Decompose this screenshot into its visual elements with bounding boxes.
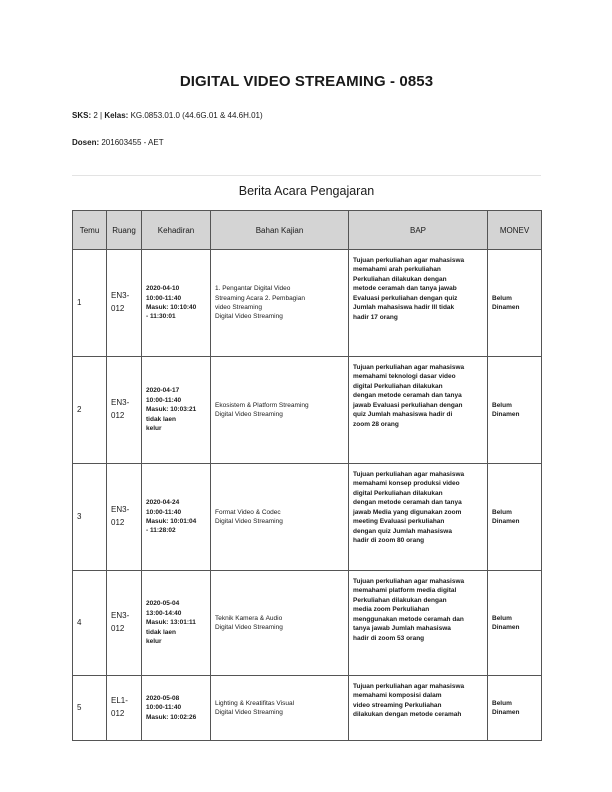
cell-monev-line: Dinamen: [492, 411, 520, 418]
cell-bahan-kajian-line: Digital Video Streaming: [215, 411, 283, 418]
cell-bahan-kajian-line: Digital Video Streaming: [215, 709, 283, 716]
cell-ruang-line: 012: [111, 624, 125, 633]
cell-bahan-kajian-line: Lighting & Kreatifitas Visual: [215, 699, 295, 707]
cell-bap-line: Tujuan perkuliahan agar mahasiswa: [353, 578, 465, 585]
cell-monev-line: Dinamen: [492, 624, 520, 631]
cell-kehadiran-line: 10:00-11:40: [146, 704, 182, 712]
cell-bap-line: dengan metode ceramah dan tanya: [353, 392, 462, 400]
cell-bap-line: Tujuan perkuliahan agar mahasiswa: [353, 683, 465, 690]
cell-bap-line: Perkuliahan dilakukan dengan: [353, 275, 447, 283]
cell-bap: [349, 357, 488, 464]
course-title: DIGITAL VIDEO STREAMING - 0853: [179, 73, 434, 90]
cell-bahan-kajian-line: 1. Pengantar Digital Video: [215, 285, 291, 293]
cell-bap-line: Perkuliahan dilakukan dengan: [353, 596, 447, 604]
sks-label: SKS:: [72, 111, 92, 120]
cell-bap-line: memahami konsep produksi video: [353, 480, 460, 488]
cell-bap-line: menggunakan metode ceramah dan: [353, 615, 464, 623]
cell-bahan-kajian-line: Streaming Acara 2. Pembagian: [215, 294, 305, 302]
cell-bahan-kajian: [211, 571, 349, 676]
cell-monev-line: Dinamen: [492, 518, 520, 525]
cell-kehadiran-line: Masuk: 10:01:04: [146, 518, 197, 525]
cell-bap-line: memahami platform media digital: [353, 587, 457, 595]
cell-ruang-line: EN3-: [111, 611, 130, 621]
header-kehadiran: Kehadiran: [142, 211, 211, 250]
cell-monev-line: Belum: [492, 614, 512, 622]
cell-kehadiran-line: tidak laen: [146, 415, 176, 423]
cell-bap-line: quiz Jumlah mahasiswa hadir di: [353, 411, 453, 419]
cell-monev: [488, 464, 542, 571]
course-info-line: [72, 111, 263, 120]
cell-bap-line: dengan quiz Jumlah mahasiswa: [353, 527, 452, 535]
dosen-value: 201603455 - AET: [99, 138, 164, 147]
cell-temu: [73, 250, 107, 357]
cell-temu-line: 3: [77, 512, 82, 522]
cell-bap-line: zoom 28 orang: [353, 420, 399, 428]
cell-bahan-kajian: [211, 464, 349, 571]
cell-monev-line: Belum: [492, 699, 512, 707]
cell-bahan-kajian: [211, 357, 349, 464]
cell-kehadiran-line: 10:00-11:40: [146, 294, 182, 302]
cell-bap-line: Tujuan perkuliahan agar mahasiswa: [353, 471, 465, 478]
cell-bap-line: dengan metode ceramah dan tanya: [353, 499, 462, 507]
cell-temu-line: 5: [77, 703, 82, 713]
cell-bap-line: memahami arah perkuliahan: [353, 266, 441, 274]
lecturer-line: [72, 138, 164, 147]
cell-ruang-line: 012: [111, 709, 125, 718]
cell-bap-line: Tujuan perkuliahan agar mahasiswa: [353, 364, 465, 371]
cell-monev-line: Belum: [492, 508, 512, 516]
cell-kehadiran-line: 2020-04-10: [146, 285, 180, 293]
cell-bap-line: metode ceramah dan tanya jawab: [353, 285, 457, 293]
cell-bap-line: Evaluasi perkuliahan dengan quiz: [353, 294, 458, 302]
header-bahan-kajian: Bahan Kajian: [211, 211, 349, 250]
cell-bahan-kajian-line: Format Video & Codec: [215, 508, 281, 516]
cell-temu-line: 4: [77, 618, 82, 628]
table-row: [73, 676, 542, 741]
cell-kehadiran-line: Masuk: 10:02:26: [146, 713, 197, 721]
cell-bahan-kajian-line: video Streaming: [215, 304, 262, 311]
cell-ruang-line: EN3-: [111, 398, 130, 408]
cell-temu: [73, 571, 107, 676]
cell-ruang-line: EN3-: [111, 291, 130, 301]
cell-monev-line: Dinamen: [492, 709, 520, 716]
cell-temu: [73, 464, 107, 571]
cell-ruang: [107, 676, 142, 741]
cell-temu-line: 2: [77, 405, 82, 415]
cell-monev-line: Belum: [492, 294, 512, 302]
cell-kehadiran-line: 10:00-11:40: [146, 508, 182, 516]
cell-bap-line: hadir di zoom 53 orang: [353, 634, 425, 642]
cell-kehadiran-line: 13:00-14:40: [146, 609, 182, 617]
cell-monev: [488, 571, 542, 676]
cell-bap-line: video streaming Perkuliahan: [353, 701, 442, 709]
table-row: [73, 250, 542, 357]
cell-kehadiran-line: 2020-05-08: [146, 694, 180, 702]
cell-monev-line: Belum: [492, 401, 512, 409]
cell-kehadiran-line: Masuk: 13:01:11: [146, 619, 196, 627]
cell-ruang-line: EL1-: [111, 696, 128, 706]
cell-bap-line: memahami komposisi dalam: [353, 692, 442, 700]
cell-kehadiran-line: - 11:28:02: [146, 527, 176, 535]
cell-bahan-kajian-line: Digital Video Streaming: [215, 313, 283, 321]
cell-kehadiran-line: - 11:30:01: [146, 313, 176, 321]
cell-kehadiran: [142, 571, 211, 676]
kelas-value: KG.0853.01.0 (44.6G.01 & 44.6H.01): [128, 111, 263, 120]
cell-bahan-kajian: [211, 676, 349, 741]
cell-bap-line: memahami teknologi dasar video: [353, 373, 456, 381]
header-monev: MONEV: [488, 211, 542, 250]
cell-bap: [349, 571, 488, 676]
cell-kehadiran-line: Masuk: 10:10:40: [146, 304, 197, 311]
cell-bap: [349, 676, 488, 741]
sks-value: 2 |: [91, 111, 105, 120]
cell-kehadiran-line: kelur: [146, 638, 162, 646]
table-row: [73, 357, 542, 464]
cell-bap-line: Tujuan perkuliahan agar mahasiswa: [353, 257, 465, 264]
cell-bahan-kajian-line: Digital Video Streaming: [215, 624, 283, 631]
cell-kehadiran-line: 10:00-11:40: [146, 396, 182, 404]
cell-kehadiran-line: Masuk: 10:03:21: [146, 406, 197, 414]
cell-kehadiran-line: 2020-04-17: [146, 387, 180, 395]
cell-bahan-kajian-line: Teknik Kamera & Audio: [215, 614, 283, 622]
cell-ruang: [107, 250, 142, 357]
cell-monev-line: Dinamen: [492, 304, 520, 311]
cell-bahan-kajian-line: Digital Video Streaming: [215, 518, 283, 525]
cell-temu: [73, 676, 107, 741]
cell-bahan-kajian-line: Ekosistem & Platform Streaming: [215, 401, 309, 409]
cell-kehadiran-line: 2020-05-04: [146, 600, 180, 608]
cell-bap-line: jawab Media yang digunakan zoom: [353, 508, 462, 516]
cell-monev: [488, 357, 542, 464]
cell-bahan-kajian: [211, 250, 349, 357]
cell-ruang: [107, 357, 142, 464]
cell-bap-line: hadir di zoom 80 orang: [353, 536, 425, 544]
header-bap: BAP: [349, 211, 488, 250]
cell-bap-line: jawab Evaluasi perkuliahan dengan: [353, 401, 463, 409]
cell-bap-line: media zoom Perkuliahan: [353, 606, 430, 614]
cell-ruang: [107, 464, 142, 571]
cell-kehadiran: [142, 464, 211, 571]
cell-bap-line: hadir 17 orang: [353, 313, 398, 321]
kelas-label: Kelas:: [104, 111, 129, 120]
cell-bap-line: dilakukan dengan metode ceramah: [353, 711, 462, 719]
table-header-row: [73, 211, 542, 250]
cell-bap-line: digital Perkuliahan dilakukan: [353, 489, 443, 497]
section-title: Berita Acara Pengajaran: [238, 184, 375, 198]
cell-bap-line: Jumlah mahasiswa hadir lll tidak: [353, 304, 455, 312]
cell-ruang-line: EN3-: [111, 505, 130, 515]
cell-monev: [488, 676, 542, 741]
cell-bap-line: digital Perkuliahan dilakukan: [353, 382, 443, 390]
cell-temu: [73, 357, 107, 464]
cell-kehadiran-line: kelur: [146, 425, 162, 433]
header-ruang: Ruang: [107, 211, 142, 250]
cell-kehadiran-line: 2020-04-24: [146, 499, 180, 507]
teaching-report-table: [72, 210, 542, 741]
cell-ruang-line: 012: [111, 304, 125, 313]
cell-bap-line: meeting Evaluasi perkuliahan: [353, 518, 445, 526]
divider: [72, 175, 541, 176]
cell-bap: [349, 250, 488, 357]
cell-ruang-line: 012: [111, 518, 125, 527]
cell-bap-line: tanya jawab Jumlah mahasiswa: [353, 625, 451, 633]
cell-kehadiran-line: tidak laen: [146, 628, 176, 636]
cell-ruang: [107, 571, 142, 676]
cell-temu-line: 1: [77, 298, 82, 308]
dosen-label: Dosen:: [72, 138, 100, 147]
cell-ruang-line: 012: [111, 411, 125, 420]
cell-kehadiran: [142, 676, 211, 741]
cell-monev: [488, 250, 542, 357]
cell-bap: [349, 464, 488, 571]
header-temu: Temu: [73, 211, 107, 250]
table-row: [73, 464, 542, 571]
cell-kehadiran: [142, 357, 211, 464]
cell-kehadiran: [142, 250, 211, 357]
table-row: [73, 571, 542, 676]
